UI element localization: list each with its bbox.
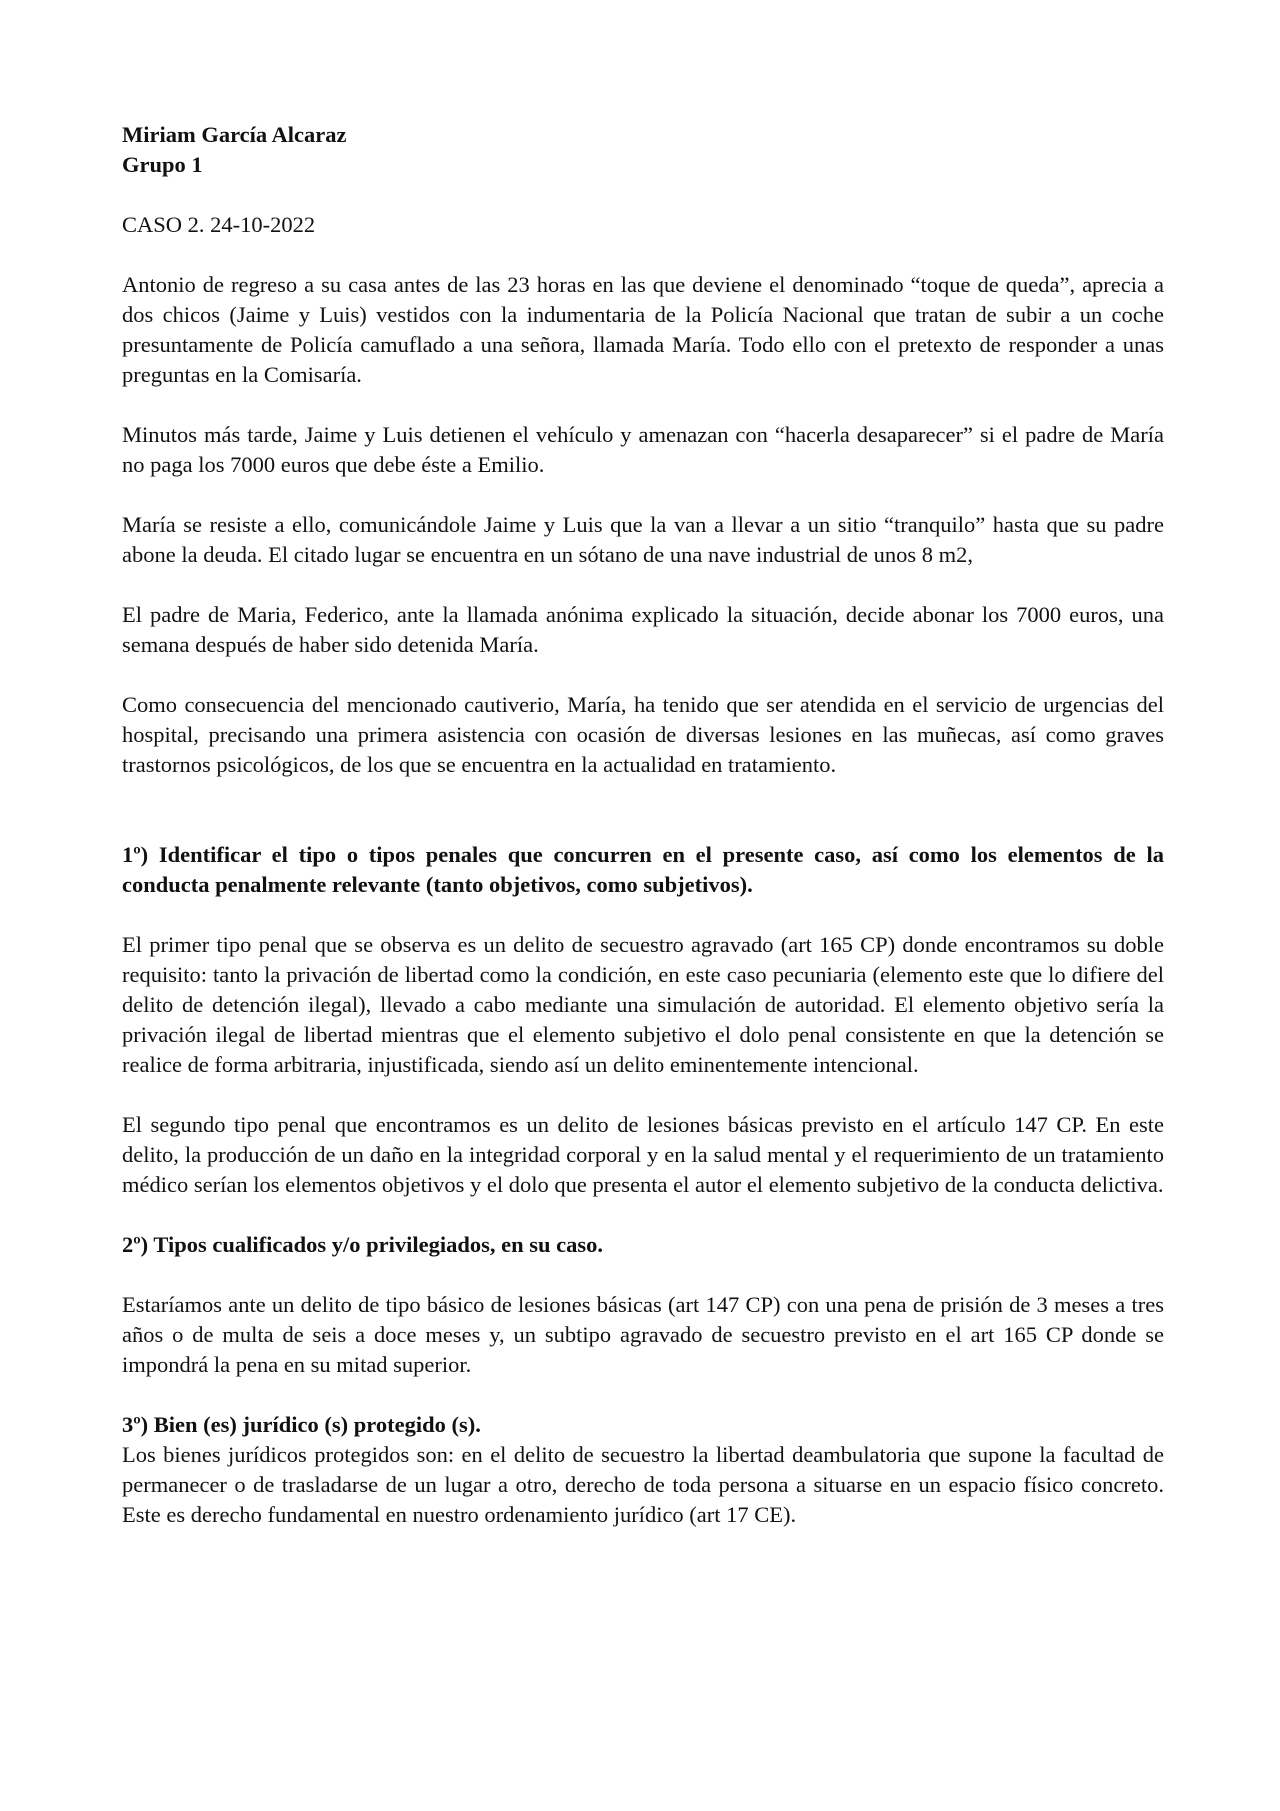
- answer-paragraph: El segundo tipo penal que encontramos es un delito de lesiones básicas previsto en el artículo 147 CP. En este delito, la producción de un daño en la integridad corporal y en la salud mental y el requerimiento de un tratamiento médico serían los elementos objetivos y el dolo que presenta el autor el elemento subjetivo de la conducta delictiva.: [122, 1112, 1164, 1197]
- question-3-heading: 3º) Bien (es) jurídico (s) protegido (s).: [122, 1412, 481, 1437]
- narrative-paragraph: Minutos más tarde, Jaime y Luis detienen el vehículo y amenazan con “hacerla desaparecer” si el padre de María no paga los 7000 euros que debe éste a Emilio.: [122, 422, 1164, 477]
- narrative-paragraph: María se resiste a ello, comunicándole Jaime y Luis que la van a llevar a un sitio “tranquilo” hasta que su padre abone la deuda. El citado lugar se encuentra en un sótano de una nave industrial de unos 8 m2,: [122, 512, 1164, 567]
- case-title: CASO 2. 24-10-2022: [122, 212, 316, 237]
- narrative-paragraph: El padre de Maria, Federico, ante la llamada anónima explicado la situación, decide abonar los 7000 euros, una semana después de haber sido detenida María.: [122, 602, 1164, 657]
- question-1-heading: 1º) Identificar el tipo o tipos penales que concurren en el presente caso, así como los elementos de la conducta penalmente relevante (tanto objetivos, como subjetivos).: [122, 842, 1164, 897]
- question-2-heading: 2º) Tipos cualificados y/o privilegiados, en su caso.: [122, 1232, 604, 1257]
- narrative-paragraph: Antonio de regreso a su casa antes de las 23 horas en las que deviene el denominado “toque de queda”, aprecia a dos chicos (Jaime y Luis) vestidos con la indumentaria de la Policía Nacional que tratan de subir a un coche presuntamente de Policía camuflado a una señora, llamada María. Todo ello con el pretexto de responder a unas preguntas en la Comisaría.: [122, 272, 1164, 387]
- narrative-paragraph: Como consecuencia del mencionado cautiverio, María, ha tenido que ser atendida en el servicio de urgencias del hospital, precisando una primera asistencia con ocasión de diversas lesiones en las muñecas, así como graves trastornos psicológicos, de los que se encuentra en la actualidad en tratamiento.: [122, 692, 1164, 777]
- answer-paragraph: Estaríamos ante un delito de tipo básico de lesiones básicas (art 147 CP) con una pena de prisión de 3 meses a tres años o de multa de seis a doce meses y, un subtipo agravado de secuestro previsto en el art 165 CP donde se impondrá la pena en su mitad superior.: [122, 1292, 1164, 1377]
- group-label: Grupo 1: [122, 152, 203, 177]
- document-page: [122, 120, 1164, 1530]
- answer-paragraph: Los bienes jurídicos protegidos son: en el delito de secuestro la libertad deambulatoria que supone la facultad de permanecer o de trasladarse de un lugar a otro, derecho de toda persona a situarse en un espacio físico concreto. Este es derecho fundamental en nuestro ordenamiento jurídico (art 17 CE).: [122, 1442, 1164, 1527]
- answer-paragraph: El primer tipo penal que se observa es un delito de secuestro agravado (art 165 CP) donde encontramos su doble requisito: tanto la privación de libertad como la condición, en este caso pecuniaria (elemento este que lo difiere del delito de detención ilegal), llevado a cabo mediante una simulación de autoridad. El elemento objetivo sería la privación ilegal de libertad mientras que el elemento subjetivo el dolo penal consistente en que la detención se realice de forma arbitraria, injustificada, siendo así un delito eminentemente intencional.: [122, 932, 1164, 1077]
- author-name: Miriam García Alcaraz: [122, 122, 347, 147]
